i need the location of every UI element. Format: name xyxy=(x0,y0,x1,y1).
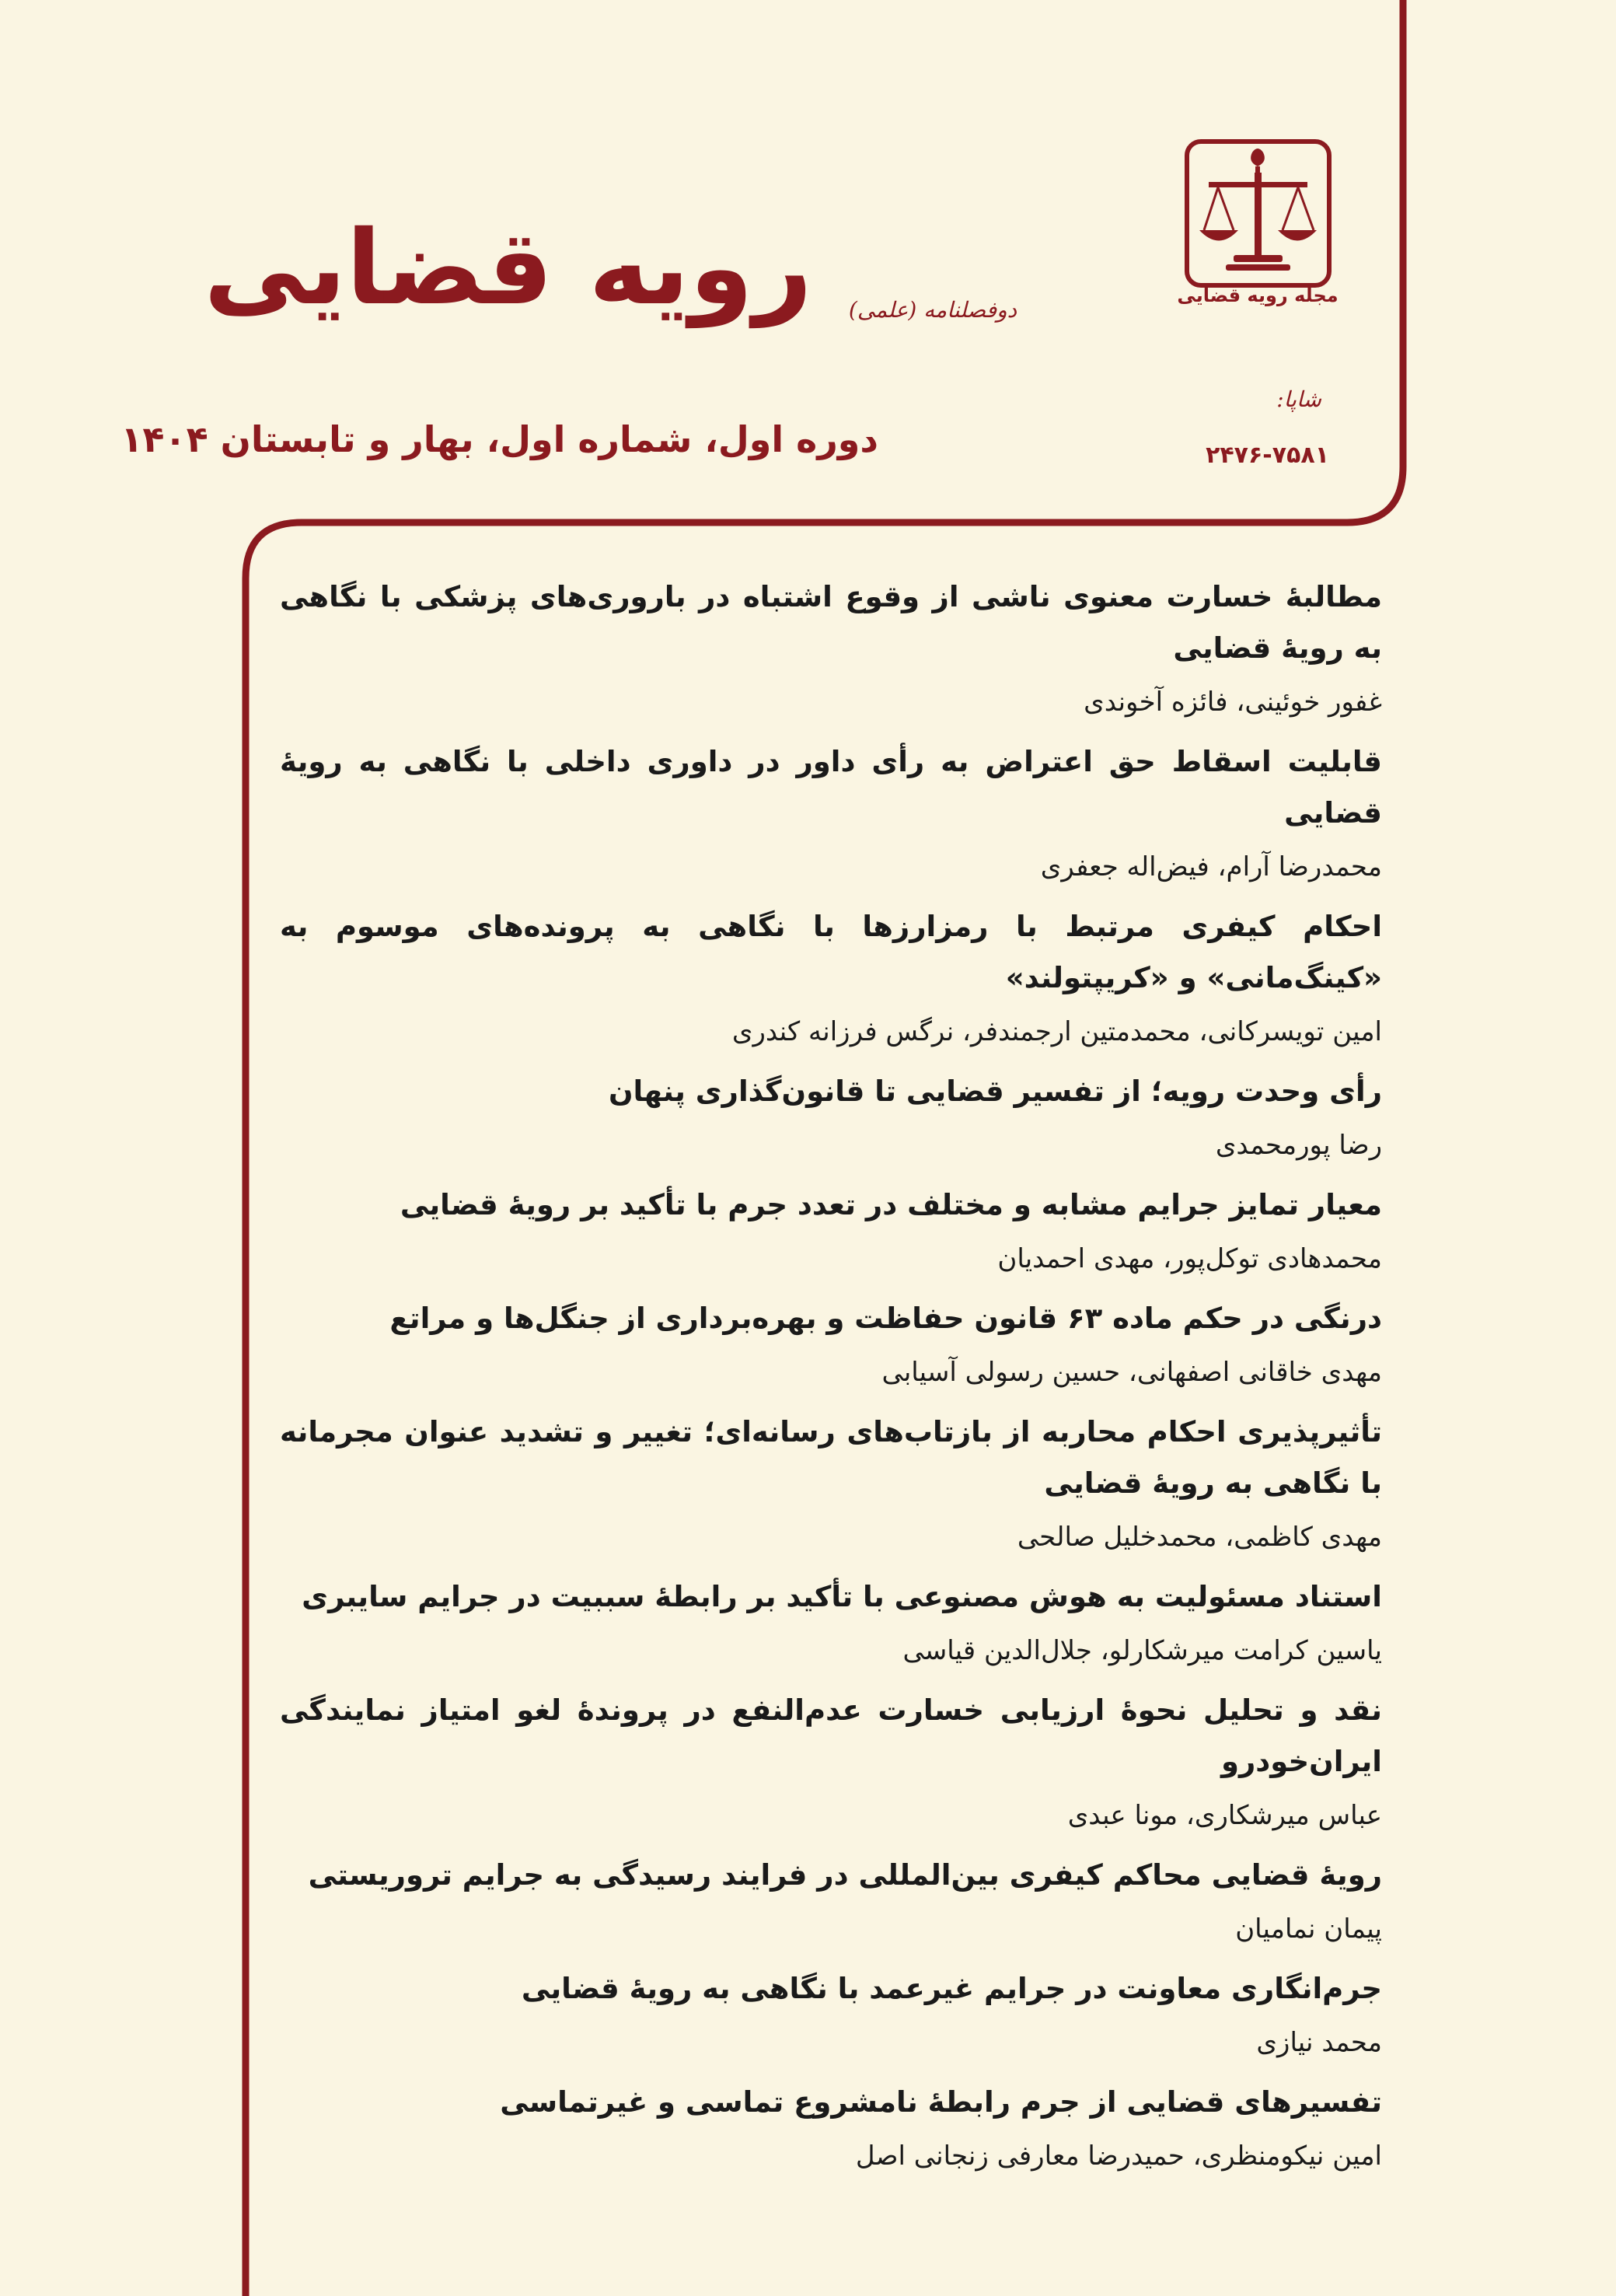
issue-line: دوره اول، شماره اول، بهار و تابستان ۱۴۰۴ xyxy=(120,418,878,460)
issn-label: شاپا: xyxy=(1276,386,1321,412)
article-authors: امین نیکومنظری، حمیدرضا معارفی زنجانی اصل xyxy=(855,2140,1382,2172)
issn-value: ۲۴۷۶-۷۵۸۱ xyxy=(1206,442,1329,469)
journal-title: رویه قضایی xyxy=(204,208,812,328)
table-of-contents xyxy=(280,571,1382,2190)
toc-article xyxy=(280,1850,1382,1949)
article-title: مطالبهٔ خسارت معنوی ناشی از وقوع اشتباه در باروری‌های پزشکی با نگاهی به رویهٔ قضایی xyxy=(280,580,1382,665)
article-title: معیار تمایز جرایم مشابه و مختلف در تعدد جرم با تأکید بر رویهٔ قضایی xyxy=(400,1188,1382,1221)
logo-caption: مجله رویه قضایی xyxy=(1177,285,1339,306)
article-authors: یاسین کرامت میرشکارلو، جلال‌الدین قیاسی xyxy=(902,1635,1382,1666)
article-authors: عباس میرشکاری، مونا عبدی xyxy=(1067,1800,1382,1831)
article-title: احکام کیفری مرتبط با رمزارزها با نگاهی به پرونده‌های موسوم به «کینگ‌مانی» و «کریپتولند» xyxy=(280,910,1382,994)
article-title: جرم‌انگاری معاونت در جرایم غیرعمد با نگاهی به رویهٔ قضایی xyxy=(521,1972,1382,2005)
article-authors: غفور خوئینی، فائزه آخوندی xyxy=(1084,687,1382,718)
article-authors: پیمان نمامیان xyxy=(1235,1913,1382,1945)
article-authors: مهدی خاقانی اصفهانی، حسین رسولی آسیابی xyxy=(881,1357,1382,1388)
article-authors: محمد نیازی xyxy=(1256,2027,1382,2058)
article-authors: محمدرضا آرام، فیض‌اله جعفری xyxy=(1040,851,1382,882)
toc-article xyxy=(280,1179,1382,1279)
article-authors: امین تویسرکانی، محمدمتین ارجمندفر، نرگس فرزانه کندری xyxy=(731,1016,1382,1047)
article-title: تأثیرپذیری احکام محاربه از بازتاب‌های رسانه‌ای؛ تغییر و تشدید عنوان مجرمانه با نگاهی به رویهٔ قضایی xyxy=(280,1415,1382,1500)
toc-article xyxy=(280,1293,1382,1393)
article-authors: رضا پورمحمدی xyxy=(1215,1130,1382,1161)
toc-article xyxy=(280,571,1382,722)
article-title: استناد مسئولیت به هوش مصنوعی با تأکید بر رابطهٔ سببیت در جرایم سایبری xyxy=(302,1580,1382,1613)
toc-article xyxy=(280,1066,1382,1165)
toc-article xyxy=(280,2077,1382,2176)
article-title: نقد و تحلیل نحوهٔ ارزیابی خسارت عدم‌النفع در پروندهٔ لغو امتیاز نمایندگی ایران‌خودرو xyxy=(280,1693,1382,1778)
toc-article xyxy=(280,736,1382,887)
article-authors: مهدی کاظمی، محمدخلیل صالحی xyxy=(1017,1522,1382,1553)
toc-article xyxy=(280,1571,1382,1671)
toc-article xyxy=(280,1407,1382,1557)
article-title: درنگی در حکم ماده ۶۳ قانون حفاظت و بهره‌برداری از جنگل‌ها و مراتع xyxy=(389,1302,1382,1335)
article-title: قابلیت اسقاط حق اعتراض به رأی داور در داوری داخلی با نگاهی به رویهٔ قضایی xyxy=(280,745,1382,830)
article-title: رأی وحدت رویه؛ از تفسیر قضایی تا قانون‌گذاری پنهان xyxy=(608,1075,1382,1108)
article-title: رویهٔ قضایی محاکم کیفری بین‌المللی در فرایند رسیدگی به جرایم تروریستی xyxy=(308,1858,1382,1892)
article-title: تفسیرهای قضایی از جرم رابطهٔ نامشروع تماسی و غیرتماسی xyxy=(500,2085,1382,2119)
toc-article xyxy=(280,1963,1382,2063)
journal-type: دوفصلنامه (علمی) xyxy=(848,297,1017,323)
toc-article xyxy=(280,1685,1382,1836)
toc-article xyxy=(280,901,1382,1052)
article-authors: محمدهادی توکل‌پور، مهدی احمدیان xyxy=(997,1243,1382,1274)
